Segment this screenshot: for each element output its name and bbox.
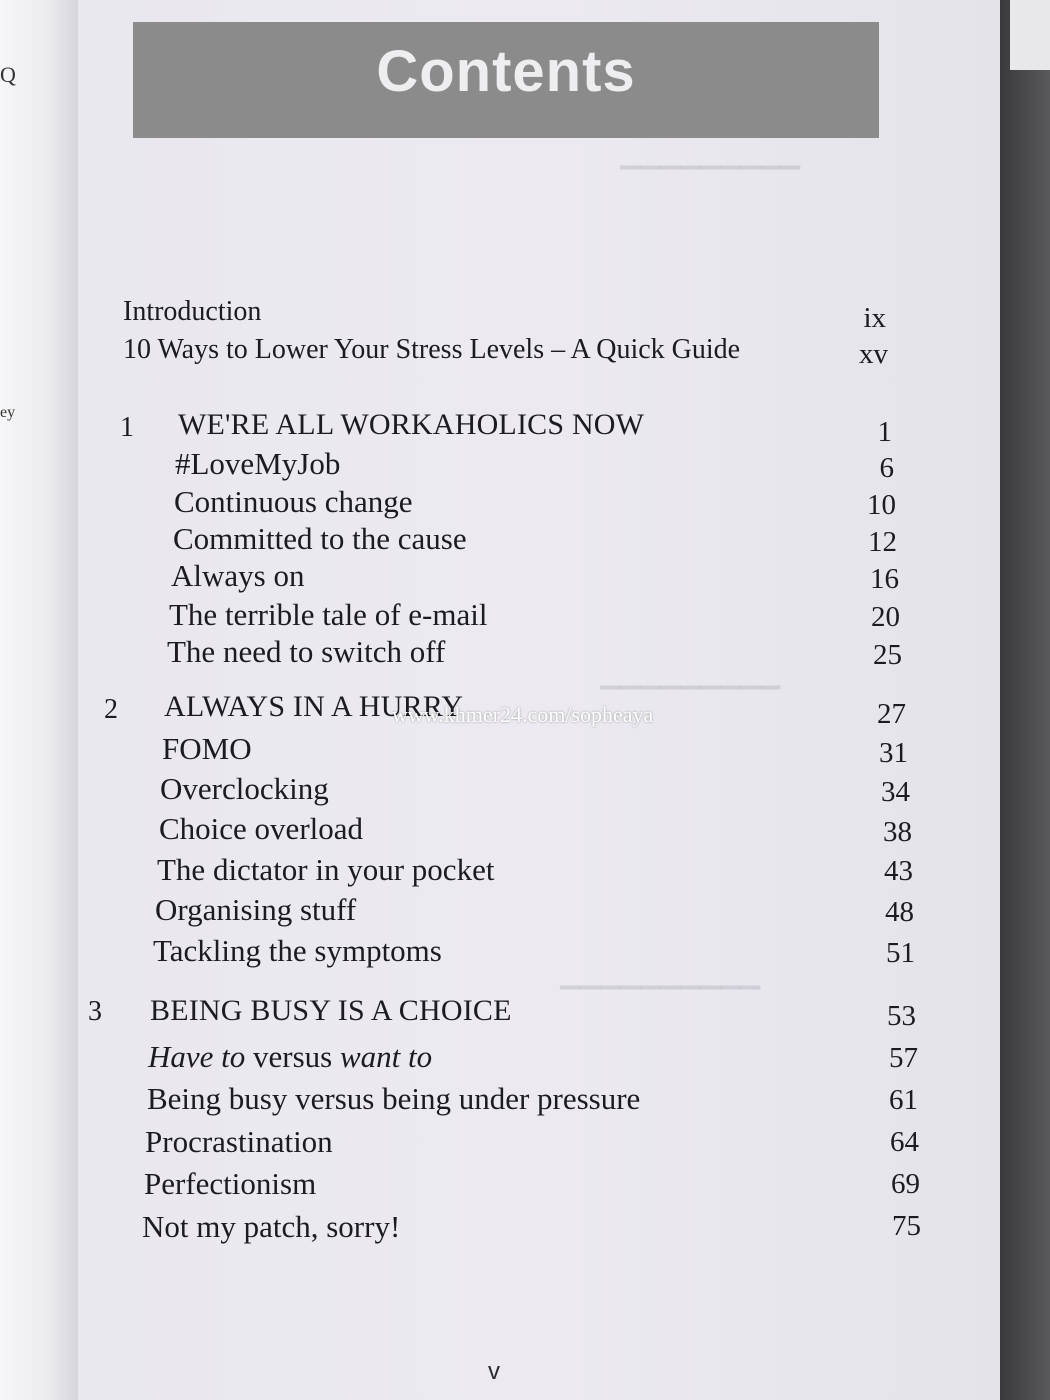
toc-entry-title: Choice overload — [159, 811, 364, 846]
toc-entry-title: The need to switch off — [167, 634, 446, 669]
toc-entry-title-italic: want to — [340, 1039, 433, 1074]
toc-entry-page: 69 — [891, 1168, 920, 1200]
toc-entry-title: #LoveMyJob — [175, 446, 341, 481]
toc-entry-title: Being busy versus being under pressure — [147, 1081, 641, 1116]
toc-entry-title: Committed to the cause — [173, 521, 467, 556]
chapter-title: ALWAYS IN A HURRY — [164, 690, 464, 723]
toc-entry-title: FOMO — [162, 731, 252, 766]
chapter-title: BEING BUSY IS A CHOICE — [150, 994, 512, 1027]
toc-entry-title: Overclocking — [160, 771, 329, 806]
toc-entry-title-italic: Have to — [148, 1039, 246, 1074]
toc-entry-page: 61 — [889, 1084, 918, 1116]
toc-entry-title: 10 Ways to Lower Your Stress Levels – A Quick Guide — [123, 334, 741, 365]
paper-corner — [1010, 0, 1050, 70]
chapter-number: 3 — [88, 996, 102, 1027]
page-folio: v — [488, 1358, 500, 1385]
show-through-mark: ▁▁▁▁▁▁▁▁▁ — [600, 660, 780, 689]
toc-entry-title: Introduction — [123, 296, 262, 327]
toc-entry-page: 25 — [873, 639, 902, 671]
page-title: Contents — [376, 39, 636, 104]
toc-entry-page: 43 — [884, 855, 913, 887]
toc-entry-page: xv — [859, 338, 888, 370]
toc-entry-title: Not my patch, sorry! — [142, 1209, 401, 1244]
watermark: www.khmer24.com/sopheaya — [392, 702, 654, 727]
facing-page-fragment: Q — [0, 62, 16, 87]
toc-entry-page: 75 — [892, 1210, 921, 1242]
toc-entry-page: 10 — [867, 489, 896, 521]
show-through-mark: ▁▁▁▁▁▁▁▁▁▁ — [560, 960, 760, 989]
chapter-page: 27 — [877, 698, 906, 730]
chapter-number: 2 — [104, 694, 118, 725]
toc-entry-title: Continuous change — [174, 484, 413, 519]
toc-entry-page: 31 — [879, 737, 908, 769]
toc-entry-title: Always on — [171, 558, 305, 593]
toc-entry-title: Organising stuff — [155, 892, 357, 927]
toc-entry-page: 12 — [868, 526, 897, 558]
toc-entry-page: 34 — [881, 776, 910, 808]
toc-entry-page: 51 — [886, 937, 915, 969]
toc-entry-page: 38 — [883, 816, 912, 848]
chapter-title: WE'RE ALL WORKAHOLICS NOW — [178, 408, 645, 441]
toc-entry-title: Procrastination — [145, 1124, 333, 1159]
page-gutter — [0, 0, 78, 1400]
toc-entry-page: 57 — [889, 1042, 918, 1074]
chapter-page: 1 — [877, 416, 892, 448]
toc-entry-page: 6 — [879, 452, 894, 484]
background-surface — [1000, 0, 1050, 1400]
toc-entry-page: ix — [863, 302, 886, 334]
chapter-page: 53 — [887, 1000, 916, 1032]
toc-entry-title: Perfectionism — [144, 1166, 317, 1201]
chapter-number: 1 — [120, 412, 134, 443]
toc-entry-title: The terrible tale of e-mail — [169, 597, 488, 632]
toc-entry-page: 64 — [890, 1126, 919, 1158]
toc-entry-title: Tackling the symptoms — [153, 933, 442, 968]
toc-entry-title: The dictator in your pocket — [157, 852, 495, 887]
toc-entry-page: 16 — [870, 563, 899, 595]
toc-entry-page: 48 — [885, 896, 914, 928]
show-through-mark: ▁▁▁▁▁▁▁▁▁ — [620, 140, 800, 169]
toc-entry-title-plain: versus — [245, 1039, 340, 1074]
toc-entry-page: 20 — [871, 601, 900, 633]
toc-entry-title — [148, 1039, 432, 1075]
facing-page-fragment: ey — [0, 404, 16, 421]
